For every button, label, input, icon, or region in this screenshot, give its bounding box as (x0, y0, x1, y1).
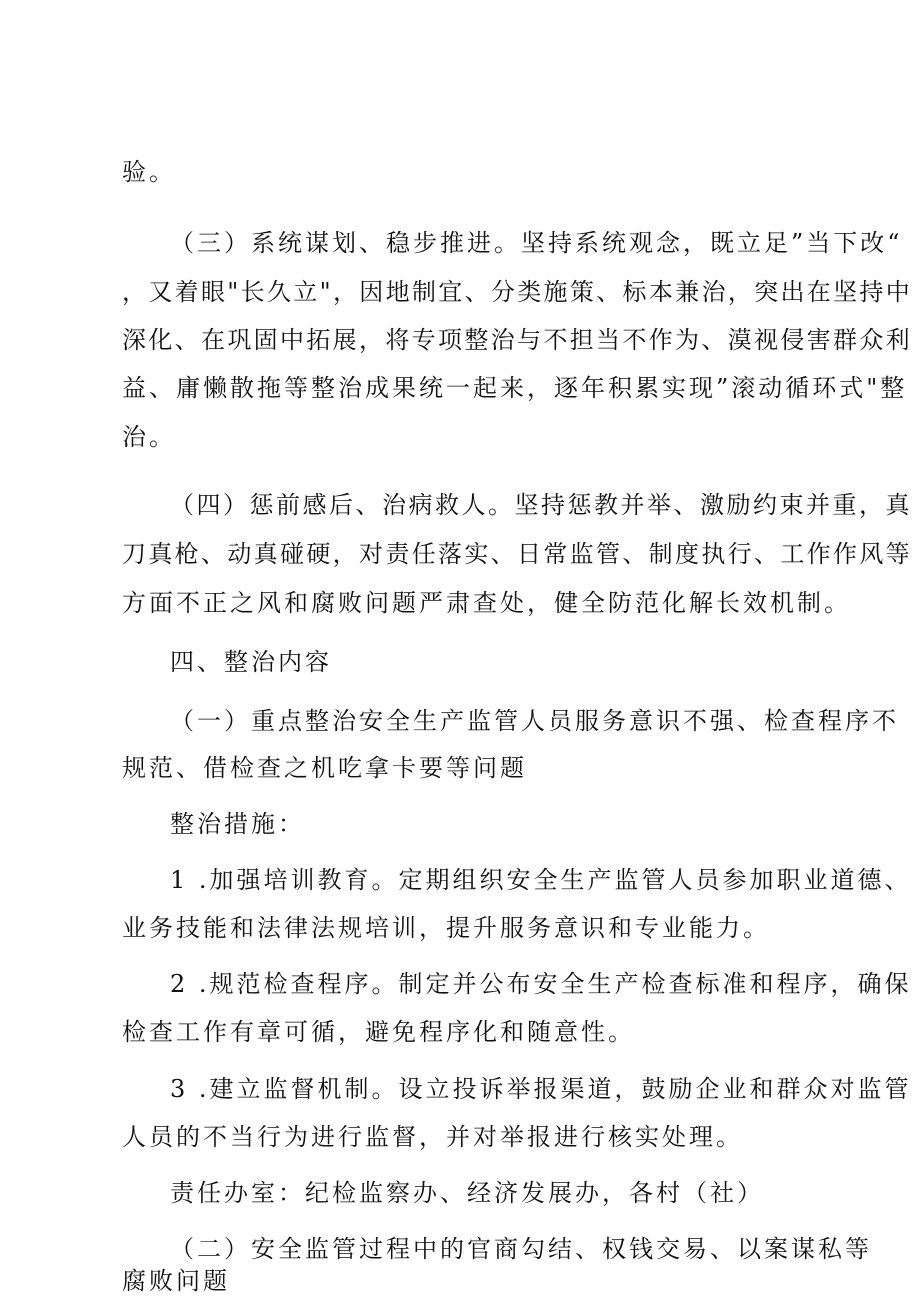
text-line: 腐败问题 (122, 1267, 230, 1295)
section-heading-4: 四、整治内容 (170, 648, 332, 676)
text-line: 深化、在巩固中拓展，将专项整治与不担当不作为、漠视侵害群众利 (122, 326, 912, 354)
subsection-heading-2: （二）安全监管过程中的官商勾结、权钱交易、以案谋私等 (170, 1235, 872, 1263)
text-line: 方面不正之风和腐败问题严肃查处，健全防范化解长效机制。 (122, 589, 851, 617)
text-line: 规范、借检查之机吃拿卡要等问题 (122, 754, 527, 782)
paragraph-heading-3: （三）系统谋划、稳步推进。坚持系统观念，既立足”当下改“ (170, 229, 903, 257)
measures-label: 整治措施： (170, 810, 305, 838)
text-line: 刀真枪、动真碰硬，对责任落实、日常监管、制度执行、工作作风等 (122, 540, 912, 568)
text-line: 验。 (122, 158, 176, 186)
responsible-office: 责任办室：纪检监察办、经济发展办，各村（社） (170, 1179, 764, 1207)
measure-item-2: 2 .规范检查程序。制定并公布安全生产检查标准和程序，确保 (170, 970, 912, 998)
measure-item-1: 1 .加强培训教育。定期组织安全生产监管人员参加职业道德、 (170, 866, 912, 894)
text-line: 治。 (122, 423, 176, 451)
text-line: ，又着眼"长久立"，因地制宜、分类施策、标本兼治，突出在坚持中 (122, 278, 913, 306)
text-line: 人员的不当行为进行监督，并对举报进行核实处理。 (122, 1123, 743, 1151)
text-line: 检查工作有章可循，避免程序化和随意性。 (122, 1018, 635, 1046)
text-line: 业务技能和法律法规培训，提升服务意识和专业能力。 (122, 914, 770, 942)
text-line: 益、庸懒散拖等整治成果统一起来，逐年积累实现”滚动循环式"整 (122, 374, 908, 402)
measure-item-3: 3 .建立监督机制。设立投诉举报渠道，鼓励企业和群众对监管 (170, 1075, 912, 1103)
subsection-heading-1: （一）重点整治安全生产监管人员服务意识不强、检查程序不 (170, 707, 899, 735)
paragraph-heading-4: （四）惩前感后、治病救人。坚持惩教并举、激励约束并重，真 (170, 491, 912, 519)
